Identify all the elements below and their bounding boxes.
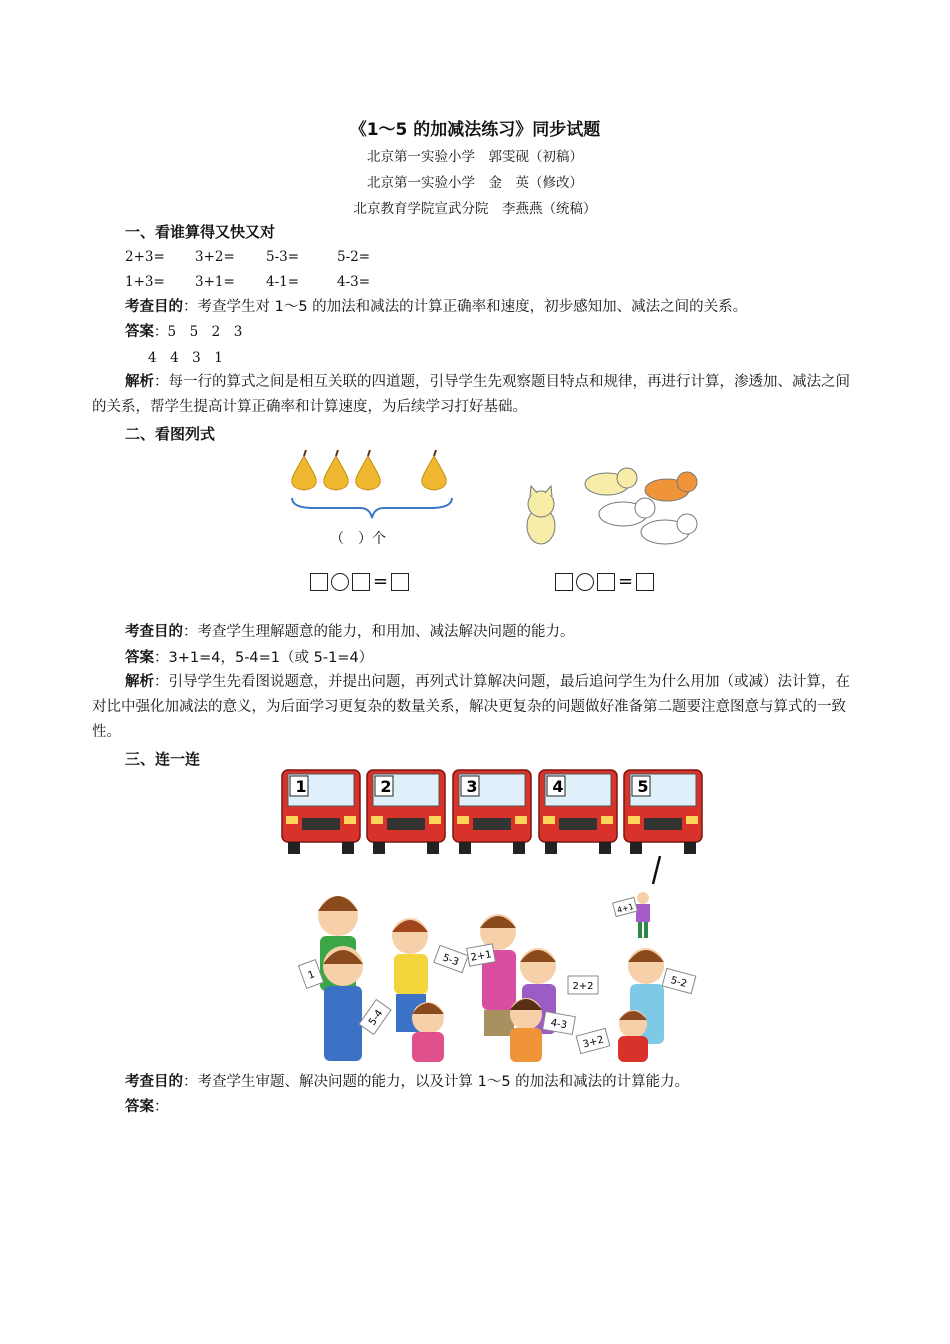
section1-answer [125,320,242,345]
equation: 5-2= [337,249,371,265]
blank-box [597,573,615,591]
section2-purpose [125,620,865,645]
purpose-text: ：考查学生对 1～5 的加法和减法的计算正确率和速度，初步感知加、减法之间的关系。 [183,299,748,315]
answer-label: 答案 [125,650,154,666]
card-icon [467,944,496,966]
equation: 4-1= [266,274,300,290]
section3-heading: 三、连一连 [125,750,201,768]
analysis-text: ：每一行的算式之间是相互关联的四道题，引导学生先观察题目特点和规律，再进行计算，渗透加、减法之间的关系，帮学生提高计算正确率和计算速度，为后续学习打好基础。 [92,374,850,415]
svg-text:2+1: 2+1 [469,949,493,964]
svg-text:5-4: 5-4 [367,1008,386,1028]
bus-number: 3 [466,777,478,796]
cat-icon [527,486,555,544]
section2-heading: 二、看图列式 [125,425,216,443]
children-illustration [298,856,708,1064]
svg-text:3+2: 3+2 [581,1034,606,1051]
answer-text: ：5 5 2 3 [154,324,243,340]
child-icon [510,998,542,1062]
bus-icon [624,770,702,854]
purpose-text: ：考查学生审题、解决问题的能力，以及计算 1～5 的加法和减法的计算能力。 [183,1074,690,1090]
card-icon [568,976,598,994]
section3-purpose [125,1070,865,1095]
buses-illustration [280,768,705,858]
card-icon [298,960,323,989]
bracket-caption: （ ）个 [330,531,386,547]
section3-answer [125,1095,169,1120]
card-icon [613,897,638,916]
blank-box [391,573,409,591]
pear-icon [292,450,316,490]
bus-icon [539,770,617,854]
equals-sign: = [373,571,389,592]
blank-box [636,573,654,591]
blank-box [310,573,328,591]
bus-number: 1 [295,777,307,796]
card-icon [434,945,468,972]
equals-sign: = [618,571,634,592]
section2-analysis [92,670,860,745]
blank-circle [576,573,594,591]
section1-analysis [92,370,860,420]
bus-icon [367,770,445,854]
svg-text:4+1: 4+1 [616,901,635,915]
section1-heading: 一、看谁算得又快又对 [125,223,276,241]
pear-icon [422,450,446,490]
formula-blank-left [310,571,412,592]
card-icon [662,968,696,993]
svg-text:2+2: 2+2 [572,981,594,992]
purpose-label: 考查目的 [125,624,183,640]
section2-answer [125,646,373,671]
blank-circle [331,573,349,591]
equation: 3+2= [195,249,235,265]
formula-blank-right [555,571,657,592]
answer-label: 答案 [125,1099,154,1115]
child-icon [636,892,650,938]
bus-number: 2 [380,777,392,796]
cat-icon [599,498,655,526]
connect-line [653,856,660,884]
analysis-label: 解析 [125,674,154,690]
equation: 1+3= [125,274,165,290]
answer-label: 答案 [125,324,154,340]
card-icon [359,1000,391,1035]
bus-icon [282,770,360,854]
equation: 5-3= [266,249,300,265]
equation: 4-3= [337,274,371,290]
answer-text: ：3+1=4，5-4=1（或 5-1=4） [154,650,374,666]
answer-text: ： [154,1099,169,1115]
svg-text:4-3: 4-3 [549,1017,568,1032]
purpose-text: ：考查学生理解题意的能力，和用加、减法解决问题的能力。 [183,624,575,640]
bus-icon [453,770,531,854]
section1-purpose [125,295,865,320]
svg-text:1: 1 [306,969,317,982]
section1-answer-row2: 4 4 3 1 [148,350,223,366]
cats-illustration [515,462,705,552]
purpose-label: 考查目的 [125,299,183,315]
author-line-2: 北京第一实验小学 金 英（修改） [367,175,583,191]
pear-icon [356,450,380,490]
equation: 2+3= [125,249,165,265]
bus-number: 5 [637,777,649,796]
equation: 3+1= [195,274,235,290]
purpose-label: 考查目的 [125,1074,183,1090]
blank-box [555,573,573,591]
cat-icon [641,514,697,544]
bus-number: 4 [552,777,564,796]
author-line-1: 北京第一实验小学 郭雯砚（初稿） [367,149,583,165]
child-icon [323,946,363,1061]
cat-icon [585,468,637,495]
page-title: 《1～5 的加减法练习》同步试题 [349,120,601,140]
brace-icon [292,498,452,518]
analysis-text: ：引导学生先看图说题意，并提出问题，再列式计算解决问题，最后追问学生为什么用加（或减）法计算，在对比中强化加减法的意义，为后面学习更复杂的数量关系，解决更复杂的问题做好准备第二题要注意图意与算式的一致性。 [92,674,850,740]
blank-box [352,573,370,591]
card-icon [576,1028,610,1053]
analysis-label: 解析 [125,374,154,390]
pear-icon [324,450,348,490]
author-line-3: 北京教育学院宣武分院 李燕燕（统稿） [353,201,597,217]
cat-icon [645,472,697,501]
svg-text:5-3: 5-3 [440,952,461,969]
svg-text:5-2: 5-2 [669,975,688,990]
